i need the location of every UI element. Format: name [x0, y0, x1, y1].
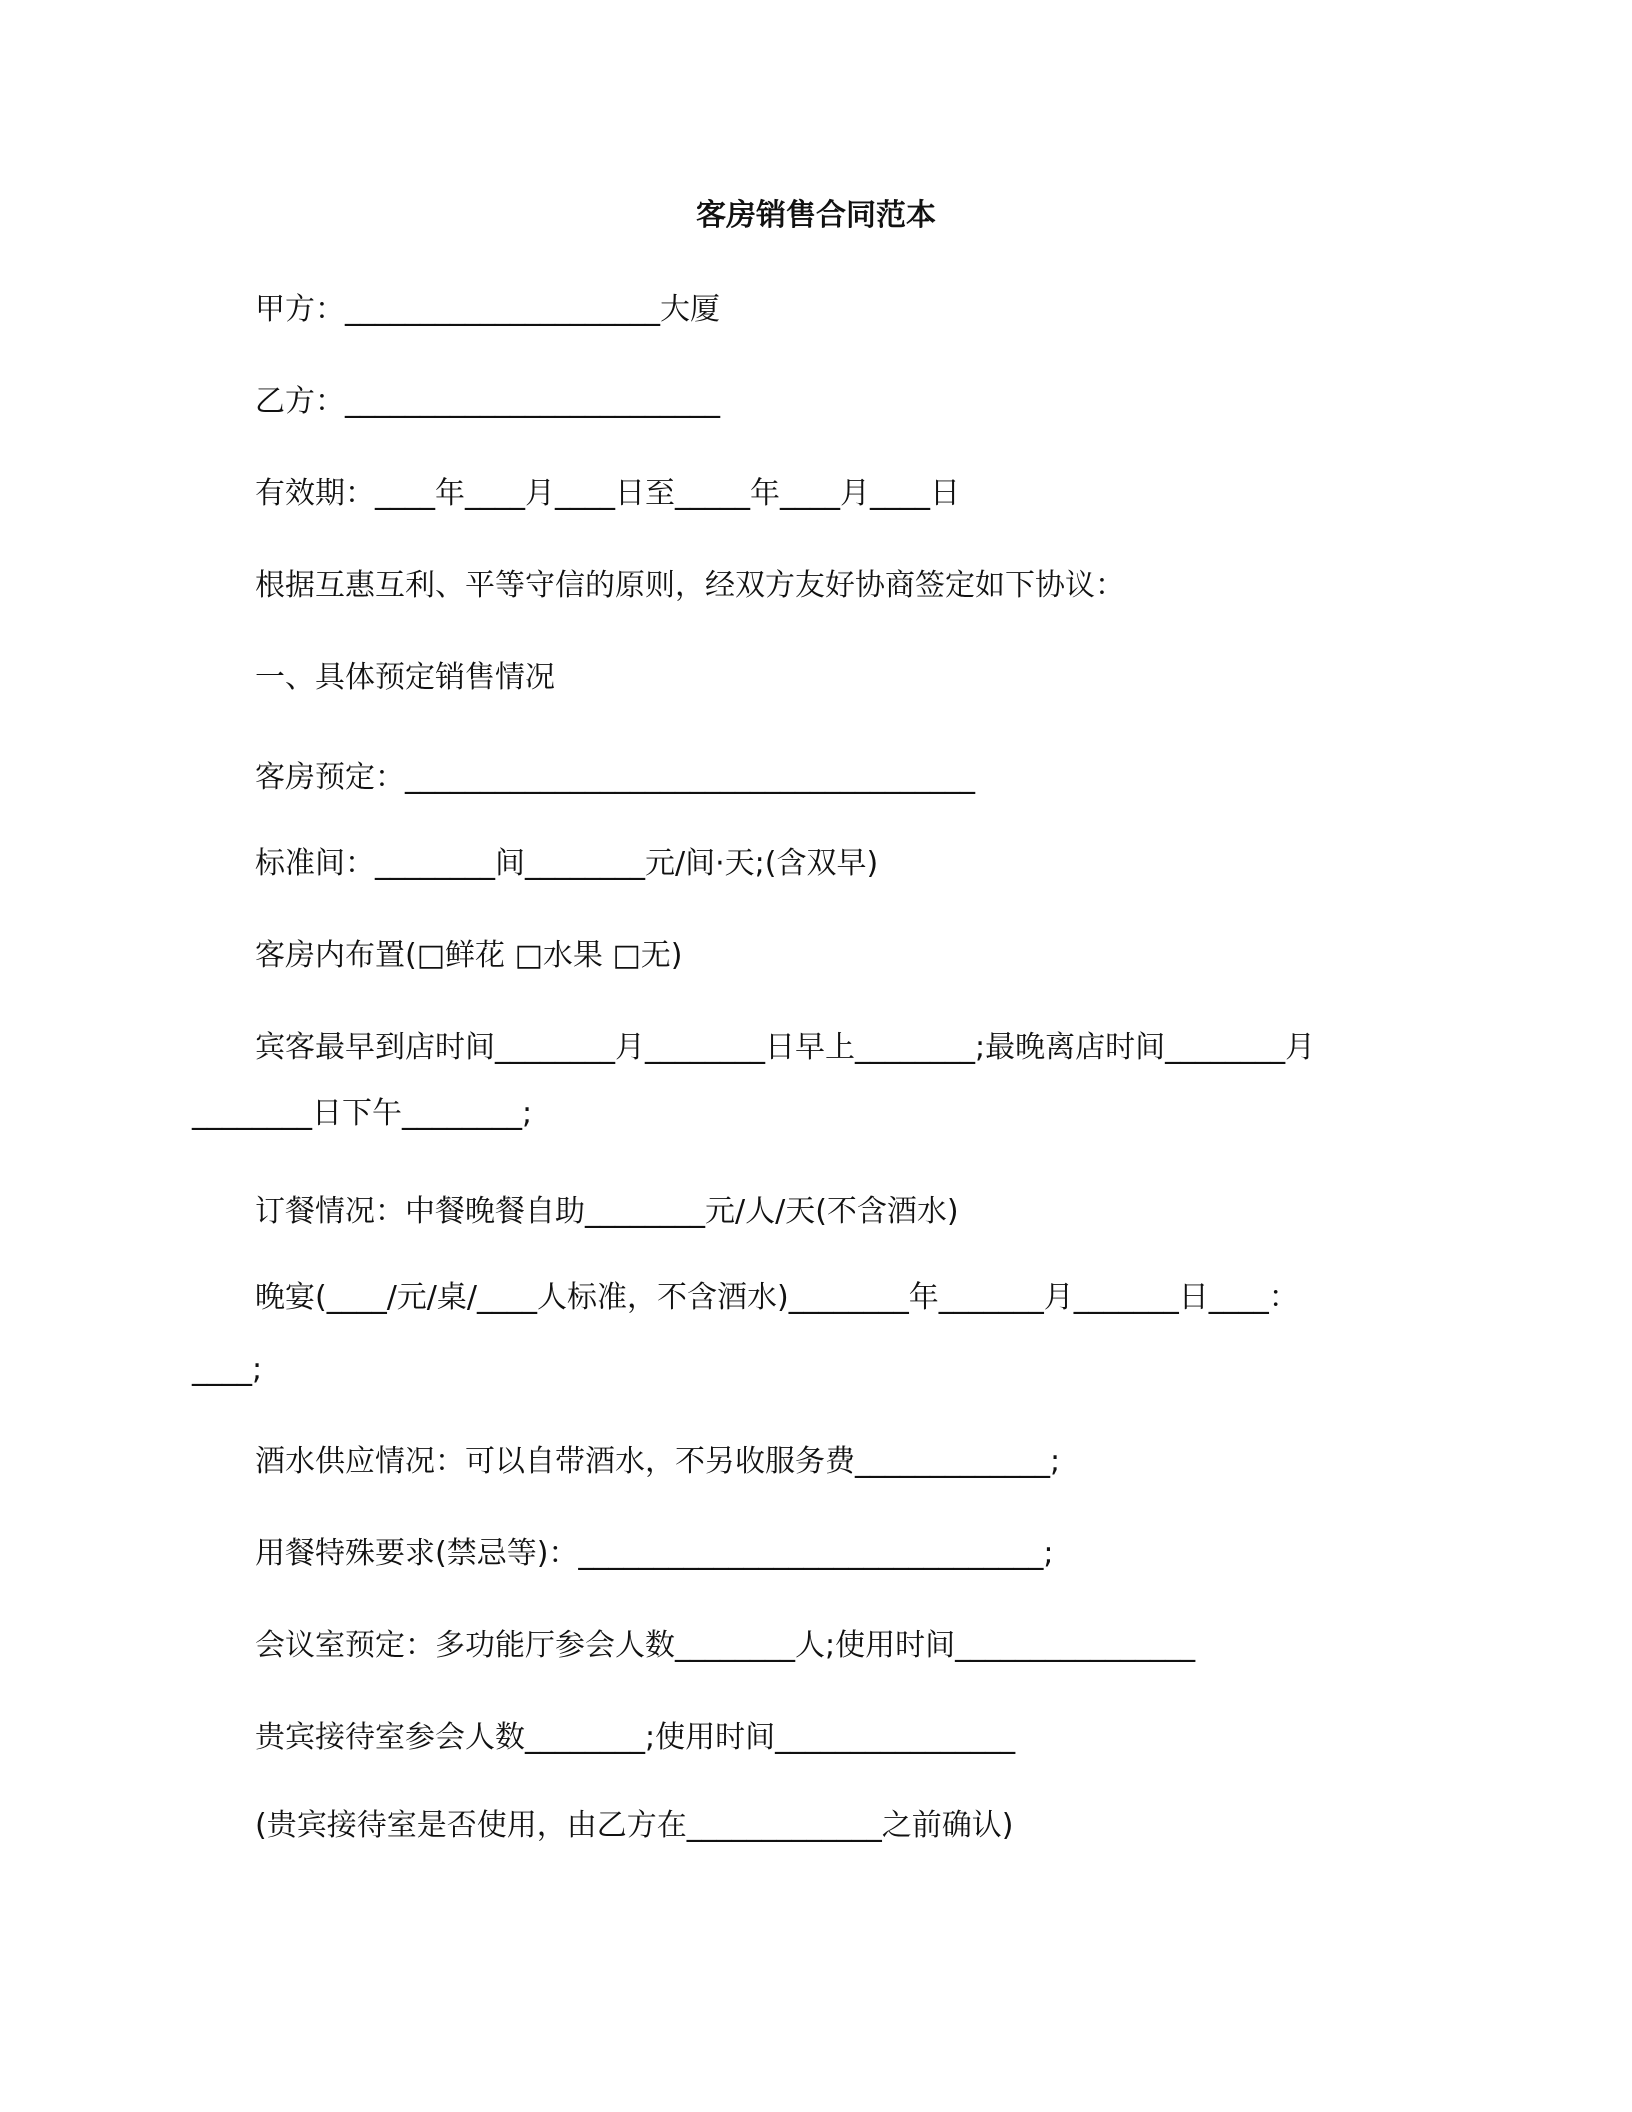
preamble-paragraph: 根据互惠互利、平等守信的原则，经双方友好协商签定如下协议：: [255, 568, 1125, 603]
room-booking-line: 客房预定：______________________________________: [255, 760, 975, 795]
banquet-line-2: ____;: [192, 1352, 263, 1387]
banquet-line-1: 晚宴(____/元/桌/____人标准，不含酒水)________年_______月_______日____：: [255, 1280, 1299, 1315]
drinks-line: 酒水供应情况：可以自带酒水，不另收服务费_____________;: [255, 1444, 1061, 1479]
dining-line: 订餐情况：中餐晚餐自助________元/人/天(不含酒水): [255, 1194, 959, 1229]
arrival-line-1: 宾客最早到店时间________月________日早上________;最晚离店时间________月: [255, 1030, 1316, 1065]
party-b-line: 乙方：_________________________: [255, 384, 720, 419]
validity-line: 有效期：____年____月____日至_____年____月____日: [255, 476, 960, 511]
meeting-room-line: 会议室预定：多功能厅参会人数________人;使用时间________________: [255, 1628, 1196, 1663]
section-heading: 一、具体预定销售情况: [255, 660, 555, 695]
document-title: 客房销售合同范本: [696, 198, 936, 233]
vip-room-line: 贵宾接待室参会人数________;使用时间________________: [255, 1720, 1016, 1755]
room-layout-line: 客房内布置(□鲜花 □水果 □无): [255, 938, 683, 973]
arrival-line-2: ________日下午________;: [192, 1096, 533, 1131]
dietary-line: 用餐特殊要求(禁忌等)：_______________________________;: [255, 1536, 1054, 1571]
vip-confirm-line: (贵宾接待室是否使用，由乙方在_____________之前确认): [255, 1808, 1014, 1843]
standard-room-line: 标准间：________间________元/间·天;(含双早): [255, 846, 879, 881]
party-a-line: 甲方：_____________________大厦: [255, 292, 720, 327]
